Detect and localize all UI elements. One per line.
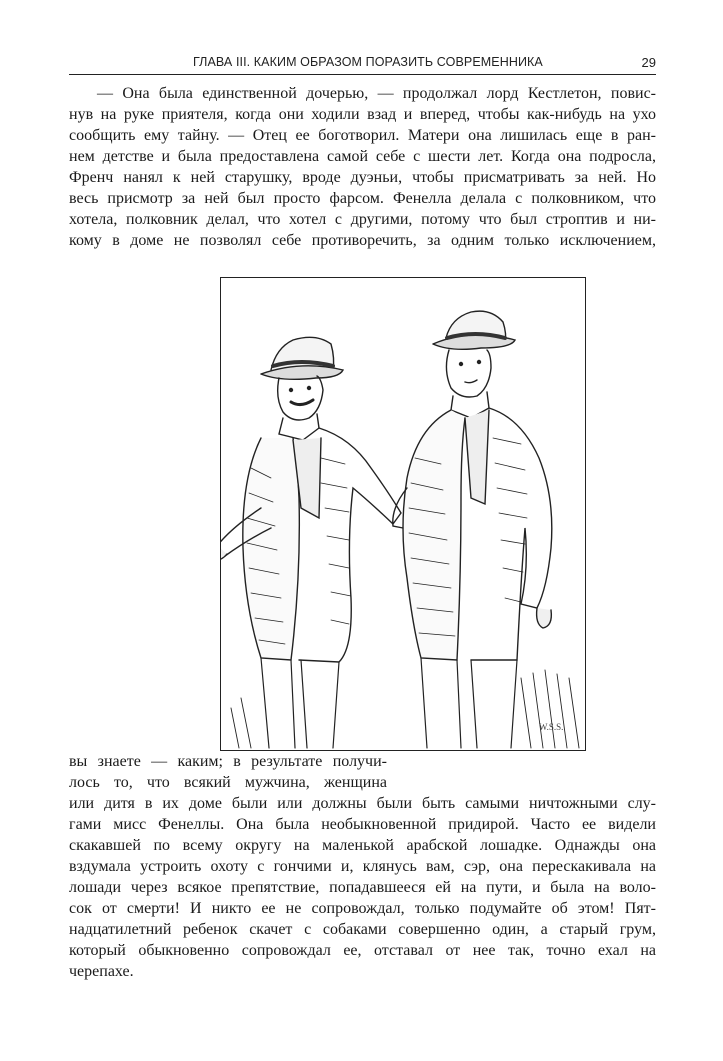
text-line: Френч нанял к ней старушку, вроде дуэньи, чтобы присматривать за ней. Но — [69, 169, 656, 186]
chapter-title: ГЛАВА III. КАКИМ ОБРАЗОМ ПОРАЗИТЬ СОВРЕМЕННИКА — [193, 55, 543, 69]
artist-signature: W.S.S. — [539, 722, 564, 732]
illustration-two-gentlemen — [220, 277, 586, 751]
engraving-drawing — [221, 278, 585, 750]
text-line: лошади через всякое препятствие, попадавшееся ей на пути, и была на воло- — [69, 879, 656, 896]
text-line: нув на руке приятеля, когда они ходили взад и вперед, чтобы как-нибудь на ухо — [69, 106, 656, 123]
text-line: гами мисс Фенеллы. Она была необыкновенной придирой. Часто ее видели — [69, 816, 656, 833]
text-line: или дитя в их доме были или должны были быть самыми ничтожными слу- — [69, 795, 656, 812]
text-line: сообщить ему тайну. — Отец ее боготворил. Матери она лишилась еще в ран- — [69, 127, 656, 144]
text-line: черепахе. — [69, 963, 134, 980]
text-line: хотела, полковник делал, что хотел с другими, потому что был строптив и ни- — [69, 211, 656, 228]
text-line: кому в доме не позволял себе противоречить, за одним только исключением, — [69, 232, 656, 249]
text-line: нем детстве и была предоставлена самой себе с шести лет. Когда она подросла, — [69, 148, 656, 165]
text-line: который обыкновенно сопровождал ее, отставал от нее так, точно ехал на — [69, 942, 656, 959]
text-line: весь присмотр за ней был просто фарсом. Фенелла делала с полковником, что — [69, 190, 656, 207]
text-line: вздумала устроить охоту с гончими и, клянусь вам, сэр, она перескакивала на — [69, 858, 656, 875]
page-number: 29 — [641, 55, 656, 70]
text-line: надцатилетний ребенок скачет с собаками совершенно один, а старый грум, — [69, 921, 656, 938]
left-man-figure — [221, 337, 401, 748]
text-line: сок от смерти! И никто ее не сопровождал, только подумайте об этом! Пят- — [69, 900, 656, 917]
text-line: скакавшей по всему округу на маленькой арабской лошадке. Однажды она — [69, 837, 656, 854]
text-line: вы знаете — каким; в результате получи- — [69, 753, 387, 770]
right-man-figure — [393, 311, 552, 748]
text-line: — Она была единственной дочерью, — продолжал лорд Кестлетон, повис- — [97, 85, 656, 102]
running-header — [69, 52, 656, 75]
text-line: лось то, что всякий мужчина, женщина — [69, 774, 387, 791]
